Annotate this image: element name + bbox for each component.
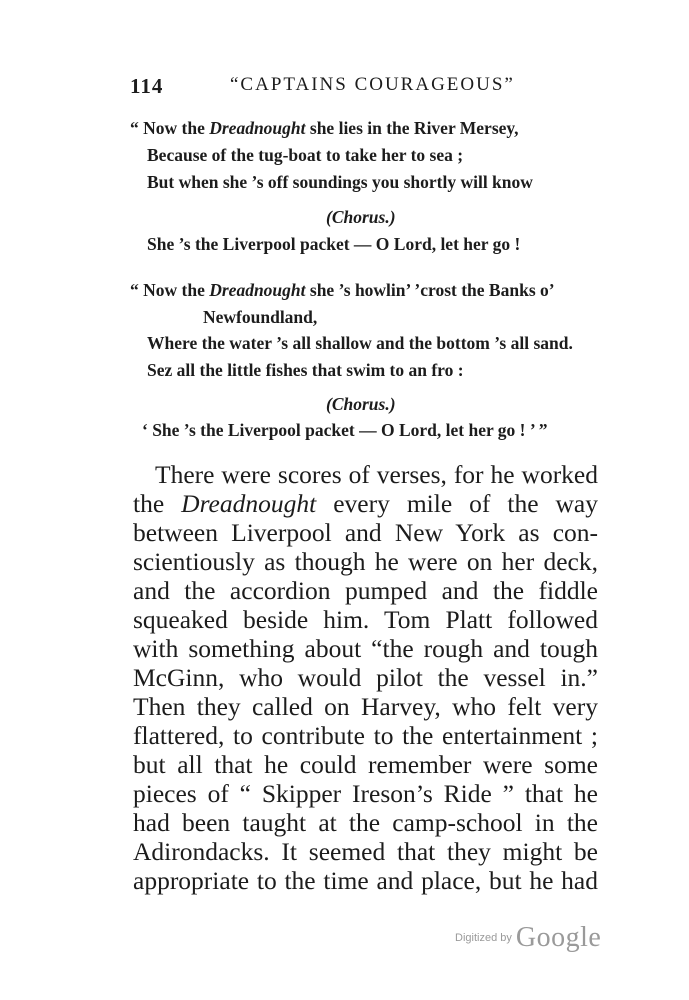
- verse-line: She ’s the Liverpool packet — O Lord, let her go !: [147, 234, 521, 254]
- page-number: 114: [130, 74, 164, 98]
- page-header: [130, 74, 600, 100]
- text-line: flattered, to contribute to the entertainment ;: [133, 721, 598, 750]
- text-line: There were scores of verses, for he worked: [155, 460, 598, 489]
- text-line: Then they called on Harvey, who felt very: [133, 692, 598, 721]
- text-line: the Dreadnought every mile of the way: [133, 489, 599, 518]
- google-logo: Google: [515, 922, 602, 953]
- verse-line: Where the water ’s all shallow and the bottom ’s all sand.: [147, 333, 573, 353]
- text-line: with something about “the rough and tough: [133, 634, 598, 663]
- text-line: appropriate to the time and place, but he had: [133, 866, 598, 895]
- running-title: “CAPTAINS COURAGEOUS”: [230, 74, 515, 95]
- chorus-label: (Chorus.): [326, 207, 396, 227]
- watermark-prefix: Digitized by: [455, 932, 512, 944]
- verse-line: ‘ She ’s the Liverpool packet — O Lord, let her go ! ’ ”: [142, 420, 548, 440]
- text-line: McGinn, who would pilot the vessel in.”: [133, 663, 598, 692]
- text-line: and the accordion pumped and the fiddle: [133, 576, 598, 605]
- verse-line: Newfoundland,: [203, 307, 318, 327]
- text-line: pieces of “ Skipper Ireson’s Ride ” that he: [133, 779, 598, 808]
- text-line: Adirondacks. It seemed that they might be: [133, 837, 598, 866]
- ship-name: Dreadnought: [209, 280, 306, 300]
- verse-line: “ Now the Dreadnought she ’s howlin’ ’crost the Banks o’: [130, 280, 555, 300]
- ship-name: Dreadnought: [181, 489, 317, 518]
- verse-line: But when she ’s off soundings you shortly will know: [147, 172, 533, 192]
- digitized-watermark: [455, 922, 601, 954]
- text-line: between Liverpool and New York as con-: [133, 518, 598, 547]
- ship-name: Dreadnought: [209, 118, 306, 138]
- text-line: but all that he could remember were some: [133, 750, 598, 779]
- verse-line: Sez all the little fishes that swim to an fro :: [147, 360, 464, 380]
- text-line: had been taught at the camp-school in the: [133, 808, 598, 837]
- text-line: scientiously as though he were on her deck,: [133, 547, 598, 576]
- verse-line: “ Now the Dreadnought she lies in the River Mersey,: [130, 118, 519, 138]
- verse-line: Because of the tug-boat to take her to sea ;: [147, 145, 464, 165]
- text-line: squeaked beside him. Tom Platt followed: [133, 605, 598, 634]
- chorus-label: (Chorus.): [326, 394, 396, 414]
